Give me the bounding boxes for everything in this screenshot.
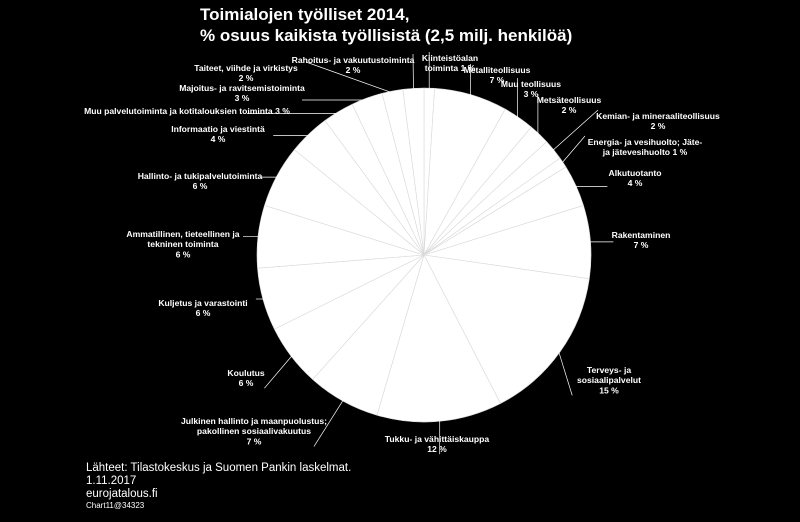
slice-label — [588, 137, 703, 157]
slice-label-line: ja jätevesihuolto 1 % — [602, 147, 688, 158]
slice-label-line: Muu teollisuus — [500, 79, 562, 89]
slice-label — [179, 83, 305, 103]
slice-label-line: 2 % — [238, 73, 254, 84]
slice-label — [171, 124, 265, 144]
slice-label-line: Hallinto- ja tukipalvelutoiminta — [137, 171, 263, 181]
slice-label-line: Kuljetus ja varastointi — [158, 298, 248, 308]
slice-label-line: Koulutus — [227, 368, 265, 378]
slice-label-line: Kemian- ja mineraaliteollisuus — [596, 111, 720, 121]
slice-label-line: 6 % — [238, 378, 254, 389]
slice-label-line: tekninen toiminta — [147, 239, 219, 250]
source-date: 1.11.2017 — [86, 475, 137, 487]
slice-label — [612, 230, 671, 250]
slice-label-line: 6 % — [175, 249, 191, 260]
slice-label-line: Majoitus- ja ravitsemistoiminta — [179, 83, 305, 93]
slice-label-line: Rahoitus- ja vakuutustoiminta — [291, 55, 415, 65]
slice-label — [84, 106, 290, 116]
slice-label-line: 12 % — [427, 444, 447, 455]
slice-label-line: 7 % — [633, 240, 649, 251]
slice-label-line: 7 % — [246, 436, 262, 447]
slice-label-line: Informaatio ja viestintä — [171, 124, 265, 134]
slice-label-line: Taiteet, viihde ja virkistys — [194, 63, 298, 73]
chart-title-line1: Toimialojen työlliset 2014, — [200, 5, 410, 24]
source-line-1: Lähteet: Tilastokeskus ja Suomen Pankin laskelmat. — [86, 462, 352, 474]
slice-label — [609, 168, 662, 188]
slice-label-line: 7 % — [489, 75, 505, 86]
slice-label-line: Alkutuotanto — [608, 168, 662, 178]
chart-title-line2: % osuus kaikista työllisistä (2,5 milj. henkilöä) — [200, 26, 573, 45]
slice-label-line: 3 % — [234, 93, 250, 104]
slice-label — [138, 171, 263, 191]
slice-label-line: 4 % — [627, 178, 643, 189]
slice-label-line: Terveys- ja — [586, 365, 632, 375]
slice-label-line: 2 % — [561, 105, 577, 116]
slice-label-line: sosiaalipalvelut — [576, 375, 642, 386]
leader-line — [561, 136, 585, 164]
slice-label-line: Energia- ja vesihuolto; Jäte- — [587, 137, 703, 147]
slice-label-line: 6 % — [192, 181, 208, 192]
leader-line — [264, 355, 292, 388]
source-site: eurojatalous.fi — [86, 488, 158, 500]
source-note — [86, 462, 351, 511]
pie-slices — [257, 88, 591, 422]
slice-label-line: pakollinen sosiaalivakuutus — [196, 426, 312, 437]
slice-label-line: 2 % — [650, 121, 666, 132]
slice-label — [158, 298, 247, 318]
leader-line — [558, 351, 572, 396]
slice-label — [537, 95, 602, 115]
slice-label — [126, 229, 239, 259]
slice-label-line: toiminta 1 % — [424, 63, 476, 74]
slice-label — [292, 55, 415, 75]
slice-label — [385, 434, 490, 454]
slice-label-line: 3 % — [523, 89, 539, 100]
slice-label-line: Tukku- ja vähittäiskauppa — [384, 434, 490, 444]
slice-label-line: Julkinen hallinto ja maanpuolustus; — [180, 416, 328, 426]
slice-label — [596, 111, 720, 131]
slice-label — [577, 365, 641, 395]
slice-label-line: Muu palvelutoiminta ja kotitalouksien toiminta 3 % — [84, 106, 290, 116]
slice-label-line: Kiinteistöalan — [421, 53, 479, 63]
slice-label-line: Ammatillinen, tieteellinen ja — [126, 229, 240, 239]
slice-label — [181, 416, 327, 446]
slice-label-line: 4 % — [210, 134, 226, 145]
chart-id: Chart11@34323 — [86, 501, 145, 510]
slice-label — [194, 63, 298, 83]
slice-label-line: 6 % — [195, 308, 211, 319]
slice-label — [227, 368, 264, 388]
slice-label-line: Metalliteollisuus — [463, 65, 531, 75]
slice-label-line: 2 % — [345, 65, 361, 76]
slice-label-line: 15 % — [599, 385, 619, 396]
slice-label-line: Metsäteollisuus — [536, 95, 602, 105]
slice-label-line: Rakentaminen — [611, 230, 671, 240]
